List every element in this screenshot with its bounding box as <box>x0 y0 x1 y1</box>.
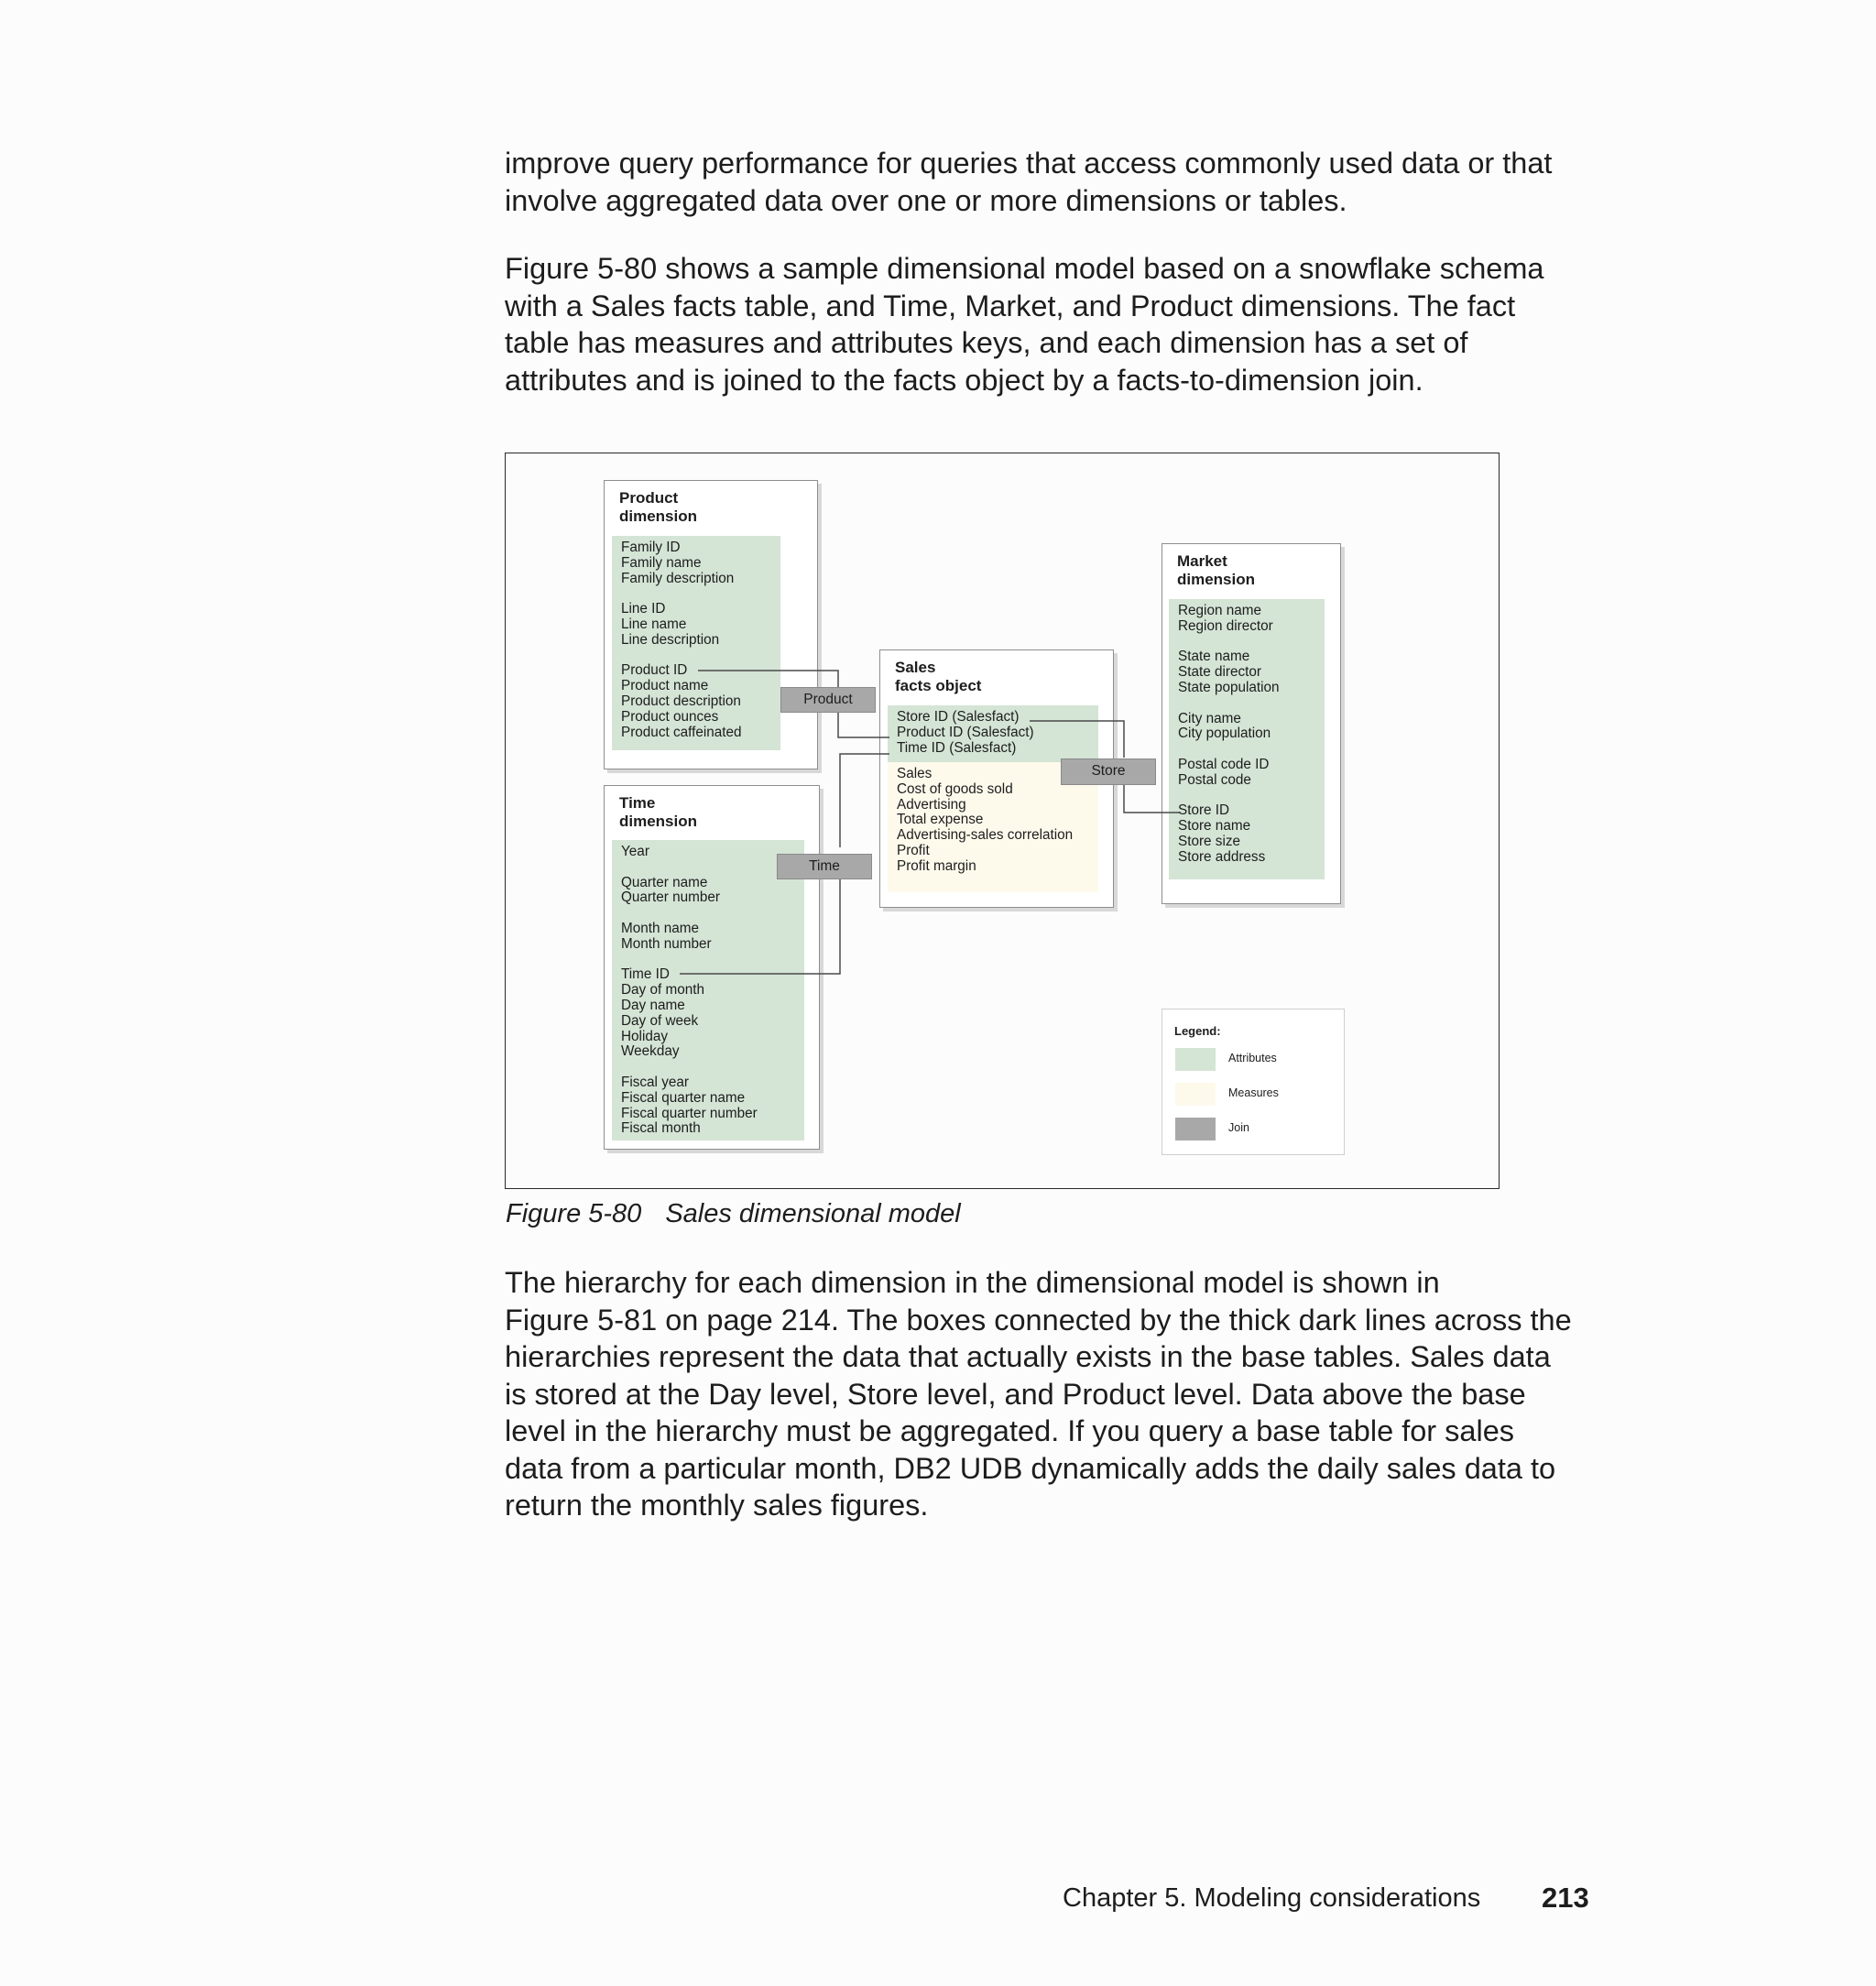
market-attributes-panel <box>1169 599 1325 879</box>
figure-frame <box>505 453 1500 1189</box>
product-join-box: Product <box>780 687 876 713</box>
page-number: 213 <box>1542 1882 1589 1914</box>
legend-swatch-attributes <box>1175 1048 1216 1071</box>
legend-swatch-join <box>1175 1118 1216 1140</box>
time-dimension-box <box>604 785 820 1150</box>
attribute-row: Store name <box>1178 818 1251 835</box>
row-spacer <box>1178 789 1325 804</box>
title-line: dimension <box>619 507 698 525</box>
attribute-row: Advertising <box>897 796 966 813</box>
row-spacer <box>1178 635 1325 650</box>
attribute-row: Weekday <box>621 1043 680 1060</box>
attribute-row: Line ID <box>621 601 666 617</box>
attribute-row: Profit margin <box>897 857 976 874</box>
attribute-row: Product ounces <box>621 708 719 725</box>
row-spacer <box>621 1060 804 1075</box>
attribute-row: Family description <box>621 570 735 586</box>
attribute-row: State director <box>1178 664 1261 681</box>
product-attributes-panel <box>612 536 780 750</box>
attribute-row: Fiscal month <box>621 1120 701 1137</box>
attribute-row: Day name <box>621 997 685 1013</box>
time-attributes-panel <box>612 840 804 1140</box>
title-line: Product <box>619 489 679 507</box>
attribute-row: Product ID (Salesfact) <box>897 724 1034 740</box>
time-join-box: Time <box>777 854 872 879</box>
row-spacer <box>1178 696 1325 712</box>
title-line: Market <box>1177 552 1227 570</box>
attribute-row: Cost of goods sold <box>897 780 1013 797</box>
text-line: table has measures and attributes keys, and each dimension has a set of <box>505 326 1468 359</box>
title-line: Time <box>619 794 656 812</box>
text-line: The hierarchy for each dimension in the dimensional model is shown in <box>505 1266 1440 1299</box>
product-dimension-title <box>619 489 697 526</box>
attribute-row: Line description <box>621 631 720 648</box>
attribute-row: City population <box>1178 726 1271 742</box>
legend-label: Join <box>1228 1121 1249 1134</box>
text-line: data from a particular month, DB2 UDB dynamically adds the daily sales data to <box>505 1451 1556 1485</box>
attribute-row: Total expense <box>897 812 984 828</box>
legend-swatch-measures <box>1175 1083 1216 1106</box>
legend-box <box>1162 1009 1345 1155</box>
title-line: facts object <box>895 677 982 694</box>
attribute-row: Line name <box>621 616 687 632</box>
attribute-row: Store size <box>1178 833 1241 849</box>
attribute-row: Store ID (Salesfact) <box>897 709 1020 725</box>
attribute-row: Postal code ID <box>1178 756 1270 772</box>
attribute-row: Day of month <box>621 982 704 998</box>
attribute-row: Year <box>621 844 649 859</box>
attribute-row: Postal code <box>1178 771 1251 788</box>
attribute-row: Advertising-sales correlation <box>897 827 1074 844</box>
attribute-row: Day of week <box>621 1012 699 1029</box>
text-line: is stored at the Day level, Store level, and Product level. Data above the base <box>505 1377 1526 1411</box>
text-line: with a Sales facts table, and Time, Market, and Product dimensions. The fact <box>505 289 1516 322</box>
attribute-row: Fiscal year <box>621 1074 689 1090</box>
product-dimension-box <box>604 480 818 769</box>
attribute-row: Fiscal quarter name <box>621 1089 746 1106</box>
attribute-row: State population <box>1178 679 1280 695</box>
title-line: Sales <box>895 659 936 676</box>
store-join-box: Store <box>1061 758 1156 785</box>
attribute-row: Quarter number <box>621 889 720 906</box>
sales-keys-panel <box>888 705 1098 762</box>
attribute-row: Family ID <box>621 540 681 555</box>
time-dimension-title <box>619 794 697 831</box>
legend-title: Legend: <box>1174 1024 1221 1038</box>
text-line: involve aggregated data over one or more dimensions or tables. <box>505 183 1347 217</box>
attribute-row: Region name <box>1178 603 1261 618</box>
text-line: return the monthly sales figures. <box>505 1489 929 1522</box>
attribute-row: Product description <box>621 693 741 709</box>
sales-facts-title <box>895 659 981 695</box>
attribute-row: Fiscal quarter number <box>621 1105 758 1121</box>
paragraph-intro <box>505 145 1604 219</box>
paragraph-hierarchy <box>505 1264 1604 1524</box>
attribute-row: Family name <box>621 554 702 571</box>
text-line: Figure 5-81 on page 214. The boxes connected by the thick dark lines across the <box>505 1303 1572 1337</box>
attribute-row: State name <box>1178 649 1250 665</box>
attribute-row: Product caffeinated <box>621 724 742 740</box>
legend-label: Measures <box>1228 1086 1279 1099</box>
row-spacer <box>621 586 780 602</box>
market-dimension-title <box>1177 552 1255 589</box>
figure-caption-number: Figure 5-80 <box>506 1199 642 1228</box>
attribute-row: Time ID <box>621 966 670 983</box>
text-line: level in the hierarchy must be aggregated. If you query a base table for sales <box>505 1414 1515 1447</box>
row-spacer <box>621 649 780 664</box>
attribute-row: Time ID (Salesfact) <box>897 739 1017 756</box>
attribute-row: Store ID <box>1178 802 1230 819</box>
title-line: dimension <box>619 813 698 830</box>
figure-caption <box>506 1199 961 1229</box>
footer-chapter-title: Chapter 5. Modeling considerations <box>1063 1883 1481 1913</box>
figure-caption-title: Sales dimensional model <box>665 1199 961 1228</box>
attribute-row: City name <box>1178 710 1241 726</box>
attribute-row: Quarter name <box>621 874 708 890</box>
row-spacer <box>1178 742 1325 758</box>
row-spacer <box>621 953 804 968</box>
title-line: dimension <box>1177 571 1256 588</box>
attribute-row: Sales <box>897 766 933 781</box>
attribute-row: Product ID <box>621 662 688 679</box>
paragraph-figure-description <box>505 250 1604 398</box>
legend-label: Attributes <box>1228 1052 1277 1064</box>
attribute-row: Holiday <box>621 1028 669 1044</box>
text-line: improve query performance for queries that access commonly used data or that <box>505 147 1553 180</box>
row-spacer <box>621 906 804 922</box>
text-line: Figure 5-80 shows a sample dimensional model based on a snowflake schema <box>505 252 1544 285</box>
text-line: attributes and is joined to the facts object by a facts-to-dimension join. <box>505 363 1423 397</box>
attribute-row: Product name <box>621 678 709 694</box>
market-dimension-box <box>1162 543 1341 904</box>
attribute-row: Month number <box>621 935 712 952</box>
attribute-row: Store address <box>1178 848 1266 865</box>
attribute-row: Region director <box>1178 617 1273 634</box>
attribute-row: Profit <box>897 842 930 858</box>
text-line: hierarchies represent the data that actually exists in the base tables. Sales data <box>505 1340 1551 1373</box>
attribute-row: Month name <box>621 920 700 936</box>
